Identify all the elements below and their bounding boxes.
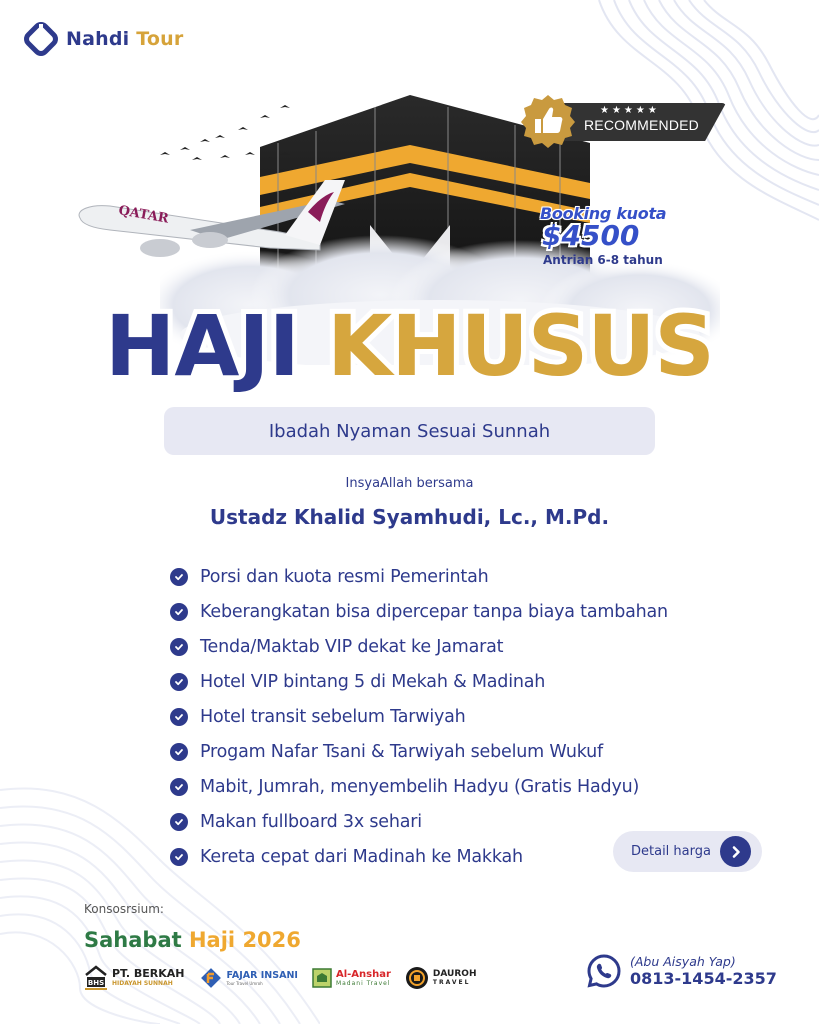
- feature-text: Hotel VIP bintang 5 di Mekah & Madinah: [200, 671, 546, 692]
- detail-price-label: Detail harga: [631, 844, 711, 859]
- svg-text:QATAR: QATAR: [117, 203, 170, 227]
- feature-text: Porsi dan kuota resmi Pemerintah: [200, 566, 489, 587]
- queue-duration: Antrian 6-8 tahun: [543, 253, 663, 267]
- svg-text:BHS: BHS: [87, 979, 105, 987]
- whatsapp-icon: [586, 953, 622, 989]
- check-circle-icon: [170, 603, 188, 621]
- dauroh-icon: [405, 966, 429, 990]
- contact-name: (Abu Aisyah Yap): [630, 954, 736, 969]
- title-khusus: KHUSUS: [327, 297, 714, 395]
- tagline-pill: Ibadah Nyaman Sesuai Sunnah: [164, 407, 655, 455]
- accompanied-by-label: InsyaAllah bersama: [345, 476, 474, 491]
- feature-text: Keberangkatan bisa dipercepar tanpa biaya tambahan: [200, 601, 668, 622]
- brand-name-tour: Tour: [136, 28, 184, 50]
- check-circle-icon: [170, 778, 188, 796]
- check-circle-icon: [170, 568, 188, 586]
- partner-logo-al-anshar: Al-Anshar Madani Travel: [312, 968, 391, 988]
- chevron-right-icon: [720, 836, 751, 867]
- check-circle-icon: [170, 708, 188, 726]
- brand-logo: [24, 22, 183, 56]
- detail-price-button[interactable]: [613, 831, 762, 872]
- ustadz-name: Ustadz Khalid Syamhudi, Lc., M.Pd.: [209, 505, 610, 529]
- fajar-insani-icon: [199, 966, 223, 990]
- feature-text: Makan fullboard 3x sehari: [200, 811, 422, 832]
- partner-logo-dauroh: DAUROH TRAVEL: [405, 966, 477, 990]
- qatar-airplane-image: [70, 140, 360, 260]
- feature-item: [170, 769, 668, 804]
- feature-item: [170, 699, 668, 734]
- feature-text: Mabit, Jumrah, menyembelih Hadyu (Gratis Hadyu): [200, 776, 640, 797]
- recommended-badge: [512, 93, 728, 153]
- feature-text: Progam Nafar Tsani & Tarwiyah sebelum Wukuf: [200, 741, 603, 762]
- booking-label: Booking kuota: [540, 204, 667, 223]
- booking-quota-info: [540, 204, 666, 267]
- page-title: [0, 296, 819, 396]
- recommended-label: RECOMMENDED: [584, 117, 699, 133]
- feature-item: [170, 734, 668, 769]
- check-circle-icon: [170, 673, 188, 691]
- feature-text: Hotel transit sebelum Tarwiyah: [200, 706, 466, 727]
- brand-name-nahdi: Nahdi: [66, 28, 130, 50]
- partner-logos: [84, 965, 476, 991]
- consortium-label: Konsosrsium:: [84, 902, 164, 916]
- features-list: [170, 559, 668, 874]
- feature-item: [170, 629, 668, 664]
- whatsapp-contact[interactable]: [586, 953, 777, 989]
- feature-item: [170, 559, 668, 594]
- check-circle-icon: [170, 638, 188, 656]
- feature-text: Tenda/Maktab VIP dekat ke Jamarat: [200, 636, 504, 657]
- feature-item: [170, 839, 668, 874]
- thumbs-up-icon: [520, 93, 576, 149]
- partner-logo-berkah: BHS PT. BERKAH HIDAYAH SUNNAH: [84, 965, 185, 991]
- feature-item: [170, 664, 668, 699]
- rating-stars: ★★★★★: [600, 105, 660, 116]
- nahdi-logo-icon: [24, 22, 58, 56]
- consortium-name: Sahabat Haji 2026: [84, 928, 301, 952]
- check-circle-icon: [170, 848, 188, 866]
- contact-phone: 0813-1454-2357: [630, 969, 777, 988]
- booking-price: $4500: [542, 219, 640, 252]
- title-haji: HAJI: [105, 297, 299, 395]
- feature-item: [170, 804, 668, 839]
- check-circle-icon: [170, 813, 188, 831]
- check-circle-icon: [170, 743, 188, 761]
- berkah-house-icon: [84, 965, 108, 991]
- feature-item: [170, 594, 668, 629]
- partner-logo-fajar-insani: FAJAR INSANI Tour Travel Umroh: [199, 966, 298, 990]
- al-anshar-icon: [312, 968, 332, 988]
- feature-text: Kereta cepat dari Madinah ke Makkah: [200, 846, 523, 867]
